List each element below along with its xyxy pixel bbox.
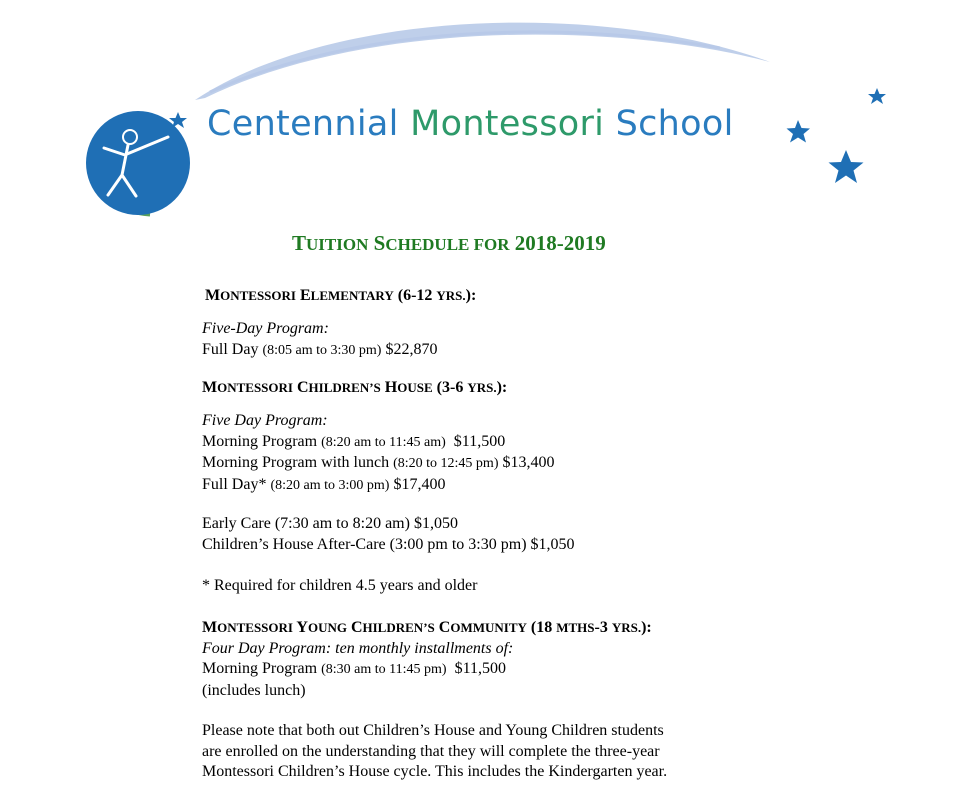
elementary-program: Five-Day Program: <box>202 320 329 337</box>
star-icon <box>868 88 886 104</box>
price-row: Full Day* (8:20 am to 3:00 pm) $17,400 <box>202 475 446 493</box>
elementary-section <box>205 286 476 307</box>
price-row: Morning Program (8:30 am to 11:45 pm) $11,500 <box>202 660 506 677</box>
closing-paragraph: Please note that both out Children’s House and Young Children students are enrolled on the understanding that they will complete the three-year Montessori Children’s House cycle. This includes the Kindergarten year. <box>202 722 668 780</box>
elementary-details <box>202 319 437 361</box>
logo-word-school: School <box>615 104 734 144</box>
young-children-program: Four Day Program: ten monthly installments of: <box>202 639 514 657</box>
early-care-row: Early Care (7:30 am to 8:20 am) $1,050 <box>202 515 458 532</box>
emblem-circle-icon <box>86 111 190 215</box>
young-children-heading: MONTESSORI YOUNG CHILDREN’S COMMUNITY (18 MTHS-3 YRS.): <box>202 619 652 636</box>
includes-lunch-note: (includes lunch) <box>202 681 306 699</box>
elementary-full-day-row: Full Day (8:05 am to 3:30 pm) $22,870 <box>202 340 438 358</box>
after-care-row: Children’s House After-Care (3:00 pm to 3:30 pm) $1,050 <box>202 535 575 553</box>
logo-word-montessori: Montessori <box>410 104 605 144</box>
logo-word-centennial: Centennial <box>207 104 399 144</box>
childrens-house-section <box>202 378 507 399</box>
star-icon <box>829 150 864 183</box>
star-icon <box>787 120 811 143</box>
childrens-house-heading: MONTESSORI CHILDREN’S HOUSE (3-6 YRS.): <box>202 379 508 396</box>
childrens-house-details <box>202 411 554 496</box>
price-row: Morning Program (8:20 am to 11:45 am) $11,500 <box>202 432 506 450</box>
age-note: * Required for children 4.5 years and older <box>202 577 478 594</box>
care-options <box>202 514 575 555</box>
page-title: TUITION SCHEDULE FOR 2018-2019 <box>292 231 606 255</box>
price-row: Morning Program with lunch (8:20 to 12:45 pm) $13,400 <box>202 454 555 471</box>
young-children-section <box>202 618 652 701</box>
school-name-logo <box>207 104 734 144</box>
elementary-heading: MONTESSORI ELEMENTARY (6-12 YRS.): <box>205 287 477 304</box>
childrens-house-program: Five Day Program: <box>202 412 328 429</box>
